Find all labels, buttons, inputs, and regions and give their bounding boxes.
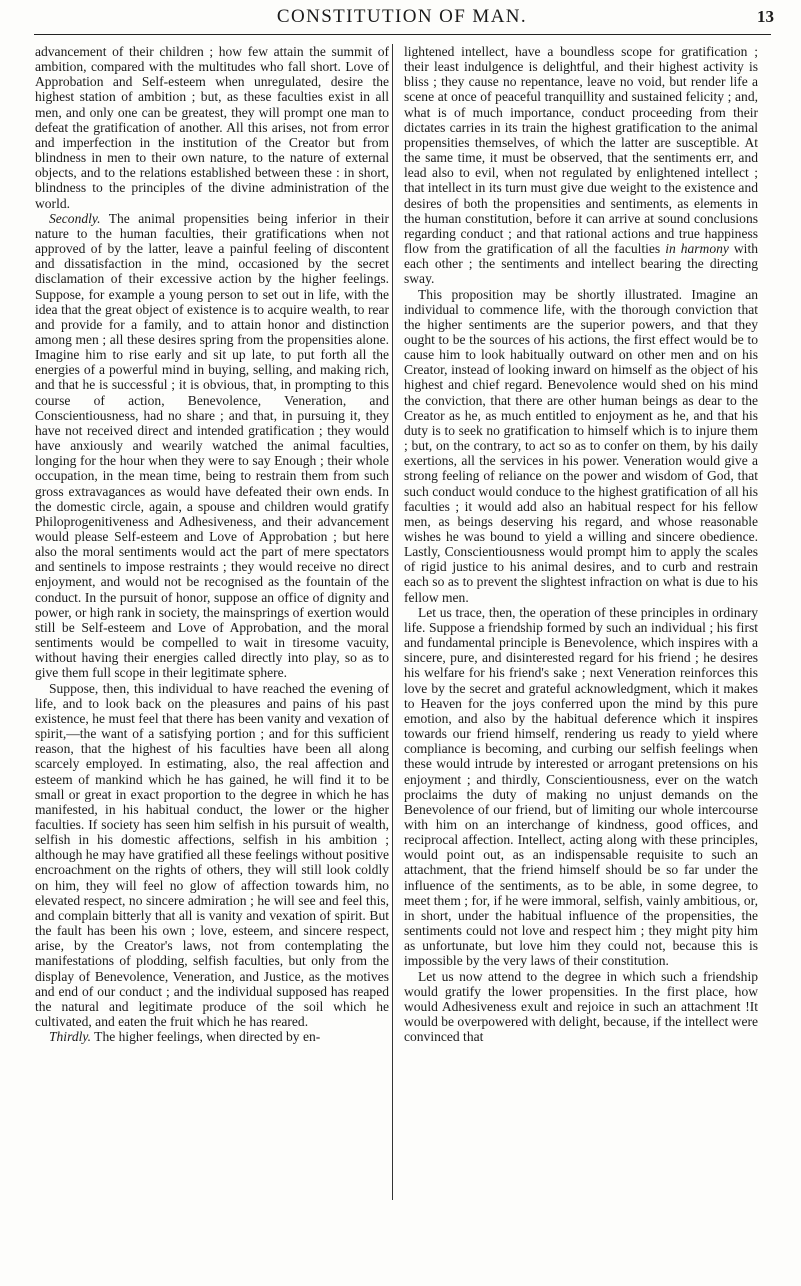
- page-number: 13: [757, 7, 774, 26]
- paragraph: [35, 681, 389, 1030]
- paragraph-text: Let us trace, then, the operation of these principles in ordinary life. Suppose a friendship formed by such an individual ; his first and fundamental principle is Benevolence, which inspires with a sincere, pure, and disinterested regard for his friend ; he desires his welfare for his friend's sake ; next Veneration reinforces this love by the secret and grateful acknowledgment, which it makes to Heaven for the joys conferred upon the mind by this pure emotion, and also by the habitual deference which it inspires towards our friend himself, rendering us ready to yield where compliance is becoming, and curbing our selfish feelings when these would intrude by interested or arrogant pretensions on his enjoyment ; and thirdly, Conscientiousness, ever on the watch proclaims the duty of making no unjust demands on the Benevolence of our friend, but of limiting our whole intercourse with him on an interchange of kindness, good offices, and reciprocal affection. Intellect, acting along with these principles, would point out, as an indispensable requisite to such an attachment, that the friend himself should be so far under the influence of the sentiments, as to be able, in some degree, to meet them ; for, if he were immoral, selfish, vainly ambitious, or, in short, under the habitual influence of the propensities, the sentiments could not love and respect him ; they might pity him as unfortunate, but love him they could not, because this is impossible by the very laws of their constitution.: [404, 604, 758, 969]
- paragraph: [404, 969, 758, 1045]
- column-divider: [392, 44, 393, 1200]
- text-column-left: [35, 44, 389, 1044]
- paragraph-text: The higher feelings, when directed by en-: [91, 1029, 321, 1045]
- paragraph-emphasis: in harmony: [665, 241, 729, 257]
- header-rule: [34, 34, 771, 35]
- paragraph: [404, 287, 758, 605]
- paragraph: [35, 211, 389, 681]
- paragraph-text: lightened intellect, have a boundless scope for gratification ; their least indulgence is delightful, and their highest activity is bliss ; they cause no repentance, leave no void, but render life a scene at once of peaceful tranquillity and sustained felicity ; and, what is of much importance, conduct proceeding from their dictates carries in its train the highest gratification to the animal propensities themselves, of which the latter are susceptible. At the same time, it must be observed, that the sentiments err, and lead also to evil, when not regulated by enlightened intellect ; that intellect in its turn must give due weight to the existence and desires of both the propensities and sentiments, as elements in the human constitution, before it can arrive at sound conclusions regarding conduct ; and that rational actions and true happiness flow from the gratification of all the faculties: [404, 44, 758, 257]
- paragraph-text: Let us now attend to the degree in which such a friendship would gratify the lower propensities. In the first place, how would Adhesiveness exult and rejoice in such an attachment !It would be overpowered with delight, because, if the intellect were convinced that: [404, 968, 758, 1045]
- page-header: [34, 6, 774, 28]
- paragraph: [35, 44, 389, 211]
- paragraph-text-tail: with each other ; the sentiments and intellect bearing the directing sway.: [404, 241, 758, 287]
- text-column-right: [404, 44, 758, 1044]
- paragraph-lead: Secondly.: [49, 210, 101, 226]
- paragraph: [35, 1029, 389, 1044]
- paragraph: [404, 44, 758, 287]
- paragraph-text: Suppose, then, this individual to have reached the evening of life, and to look back on the pleasures and pains of his past existence, he must feel that there has been vanity and vexation of spirit,—the want of a satisfying portion ; and for this sufficient reason, that the highest of his faculties have been all along scarcely employed. In estimating, also, the real affection and esteem of mankind which he has gained, he will find it to be small or great in exact proportion to the degree in which he has manifested, in his habitual conduct, the lower or the higher faculties. If society has seen him selfish in his pursuit of wealth, selfish in his domestic affections, selfish in his ambition ; although he may have gratified all these feelings without positive encroachment on the rights of others, they will still look coldly on him, they will feel no glow of affection towards him, no elevated respect, no sincere admiration ; he will see and feel this, and complain bitterly that all is vanity and vexation of spirit. But the fault has been his own ; love, esteem, and sincere respect, arise, by the Creator's laws, not from contemplating the manifestations of plodding, selfish faculties, but only from the display of Benevolence, Veneration, and Justice, as the motives and end of our conduct ; and the individual supposed has reaped the natural and legitimate produce of the soil which he cultivated, and eaten the fruit which he has reared.: [35, 680, 390, 1029]
- running-title: CONSTITUTION OF MAN.: [276, 6, 528, 27]
- paragraph-lead: Thirdly.: [49, 1029, 92, 1045]
- paragraph-text: The animal propensities being inferior in their nature to the human faculties, their gratifications when not approved of by the latter, leave a painful feeling of discontent and dissatisfaction in the mind, occasioned by the secret disclamation of their excessive action by the higher feelings. Suppose, for example a young person to set out in life, with the idea that the great object of existence is to acquire wealth, to rear and provide for a family, and to attain honor and distinction among men ; all these desires spring from the propensities alone. Imagine him to rise early and sit up late, to put forth all the energies of a powerful mind in buying, selling, and making rich, and that he is successful ; it is obvious, that, in prompting to this course of action, Benevolence, Veneration, and Conscientiousness, had no share ; and that, in pursuing it, they have not received direct and intended gratification ; they would have anxiously and wearily watched the animal faculties, longing for the hour when they were to say Enough ; their whole occupation, in the mean time, being to restrain them from such gross extravagances as would have defeated their own ends. In the domestic circle, again, a spouse and children would gratify Philoprogenitiveness and Adhesiveness, and their advancement would please Self-esteem and Love of Approbation ; but here also the moral sentiments would act the part of mere spectators and sentinels to impose restraints ; they would receive no direct enjoyment, and would not be recognised as the fountain of the conduct. In the pursuit of honor, suppose an office of dignity and power, or high rank in society, the mainsprings of exertion would still be Self-esteem and Love of Approbation, and the moral sentiments would be compelled to wait in tiresome vacuity, without having their energies called directly into play, so as to give them full scope in their legitimate sphere.: [35, 210, 389, 681]
- paragraph: [404, 605, 758, 969]
- paragraph-text: advancement of their children ; how few attain the summit of ambition, compared with the multitudes who fall short. Love of Approbation and Self-esteem when unregulated, desire the highest station of ambition ; but, as these faculties exist in all men, and only one can be greatest, they will prompt one man to defeat the gratification of another. All this arises, not from error and imperfection in the institution of the Creator but from blindness in men to their own nature, to the nature of external objects, and to the relations established between these : in short, blindness to the principles of the divine administration of the world.: [35, 44, 389, 211]
- paragraph-text: This proposition may be shortly illustrated. Imagine an individual to commence life, with the thorough conviction that the higher sentiments are the superior powers, and that they ought to be the sources of his actions, the first effect would be to cause him to look habitually outward on other men and on his Creator, instead of looking inward on himself as the object of his highest and chief regard. Benevolence would shed on his mind the conviction, that there are other human beings as dear to the Creator as he, as much entitled to enjoyment as he, and that his duty is to seek no gratification to himself which is to injure them ; but, on the contrary, to act so as to confer on them, by his daily exertions, all the services in his power. Veneration would give a strong feeling of reliance on the power and wisdom of God, that such conduct would conduce to the highest gratification of all his faculties ; it would add also an habitual respect for his fellow men, as beings deserving his regard, and whose reasonable wishes he was bound to yield a willing and sincere obedience. Lastly, Conscientiousness would prompt him to apply the scales of rigid justice to his animal desires, and to curb and restrain each so as to prevent the slightest infraction on what is due to his fellow men.: [404, 286, 758, 605]
